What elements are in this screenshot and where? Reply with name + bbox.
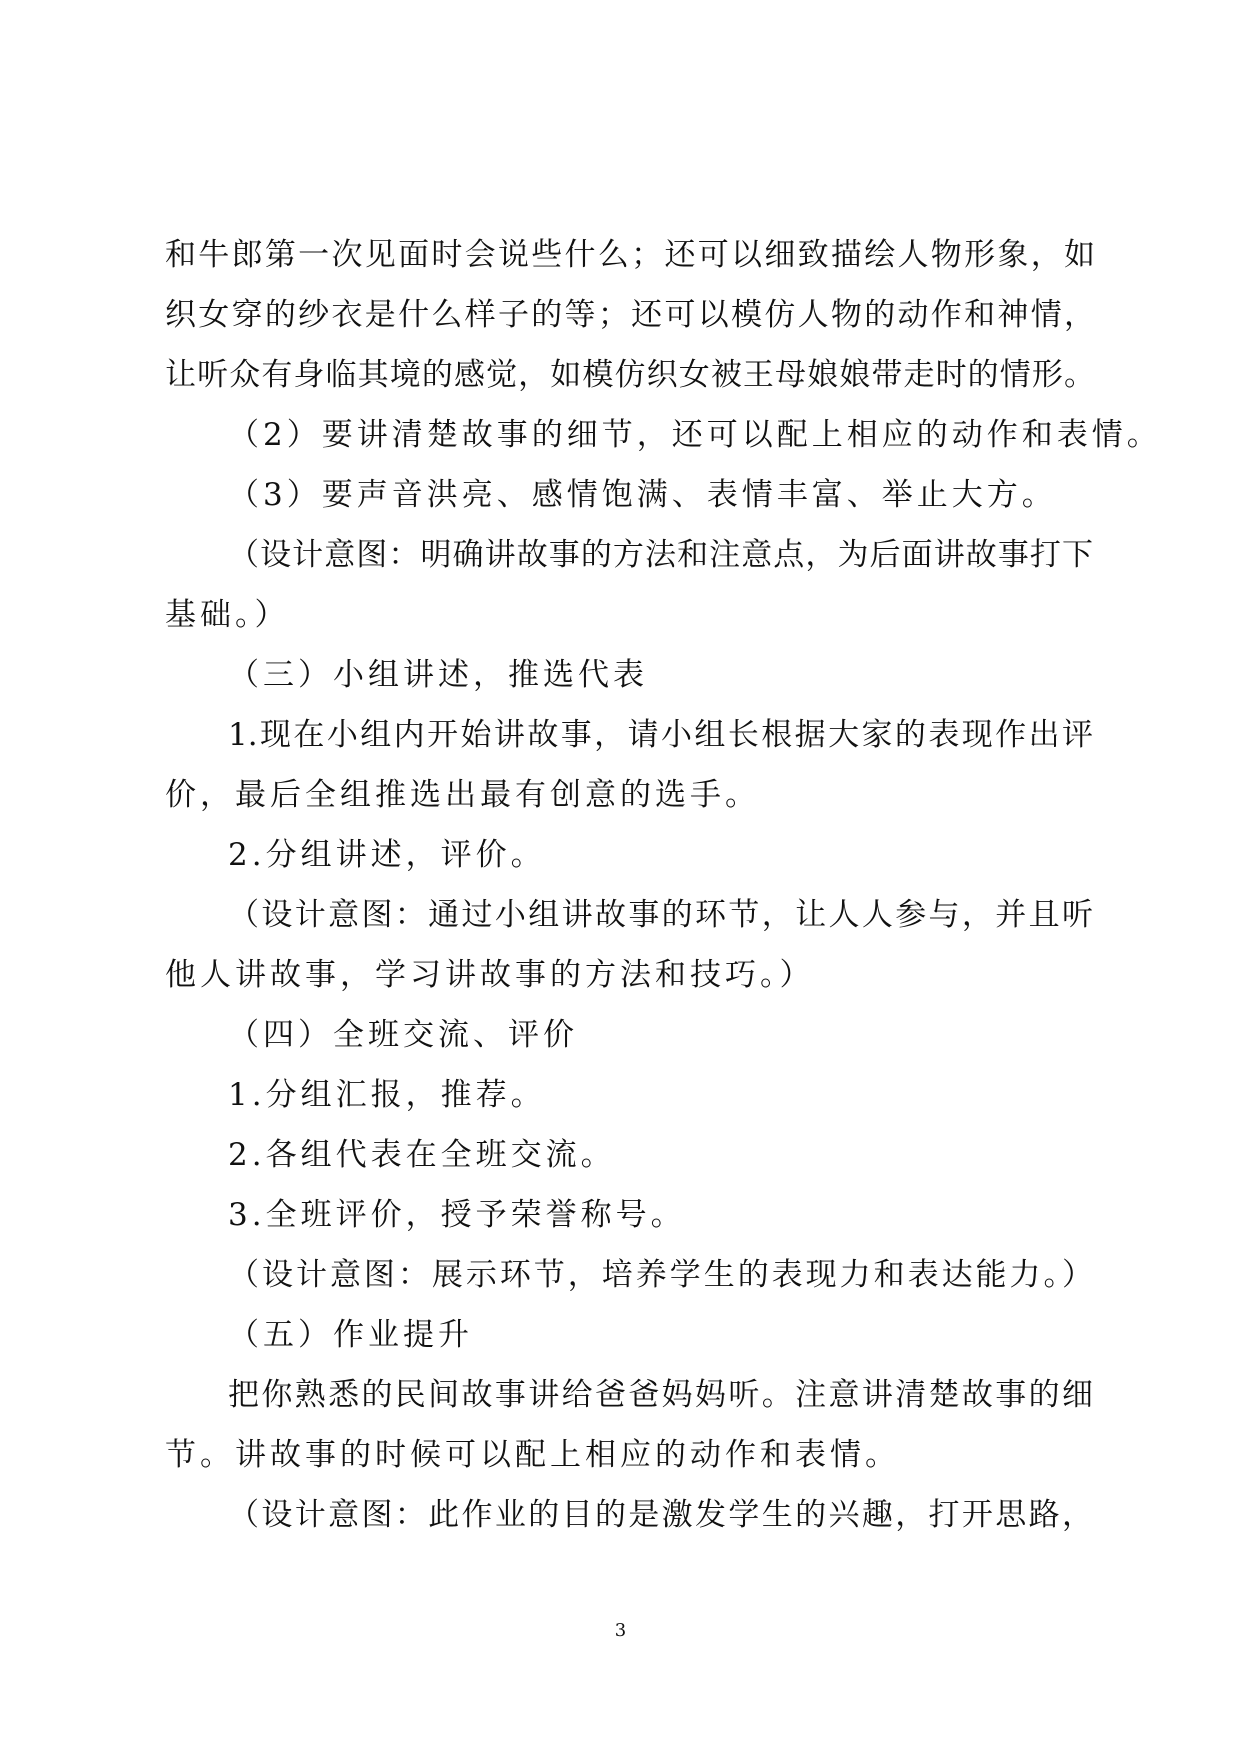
body-text-line: 织女穿的纱衣是什么样子的等；还可以模仿人物的动作和神情， (165, 297, 1095, 333)
body-text-line: 和牛郎第一次见面时会说些什么；还可以细致描绘人物形象，如 (165, 237, 1095, 273)
body-text-line: 价，最后全组推选出最有创意的选手。 (165, 777, 760, 813)
design-intent-line: 他人讲故事，学习讲故事的方法和技巧。） (165, 957, 815, 993)
body-text-line: 2.各组代表在全班交流。 (228, 1137, 616, 1173)
design-intent-line: （设计意图：此作业的目的是激发学生的兴趣，打开思路， (228, 1497, 1093, 1533)
body-text-line: 1.现在小组内开始讲故事，请小组长根据大家的表现作出评 (228, 717, 1093, 753)
body-text-line: 让听众有身临其境的感觉，如模仿织女被王母娘娘带走时的情形。 (165, 357, 1095, 393)
section-heading: （四）全班交流、评价 (228, 1017, 578, 1053)
body-text-line: 1.分组汇报，推荐。 (228, 1077, 546, 1113)
section-heading: （五）作业提升 (228, 1317, 473, 1353)
design-intent-line: （设计意图：通过小组讲故事的环节，让人人参与，并且听 (228, 897, 1093, 933)
page-number: 3 (614, 1620, 627, 1641)
body-text-line: （3）要声音洪亮、感情饱满、表情丰富、举止大方。 (228, 477, 1057, 513)
body-text-line: 把你熟悉的民间故事讲给爸爸妈妈听。注意讲清楚故事的细 (228, 1377, 1093, 1413)
design-intent-line: （设计意图：展示环节，培养学生的表现力和表达能力。） (228, 1257, 1093, 1293)
body-text-line: 3.全班评价，授予荣誉称号。 (228, 1197, 686, 1233)
body-text-line: 节。讲故事的时候可以配上相应的动作和表情。 (165, 1437, 900, 1473)
section-heading: （三）小组讲述，推选代表 (228, 657, 648, 693)
design-intent-line: （设计意图：明确讲故事的方法和注意点，为后面讲故事打下 (228, 537, 1093, 573)
body-text-line: （2）要讲清楚故事的细节，还可以配上相应的动作和表情。 (228, 417, 1162, 453)
body-text-line: 2.分组讲述，评价。 (228, 837, 546, 873)
design-intent-line: 基础。） (165, 597, 290, 633)
